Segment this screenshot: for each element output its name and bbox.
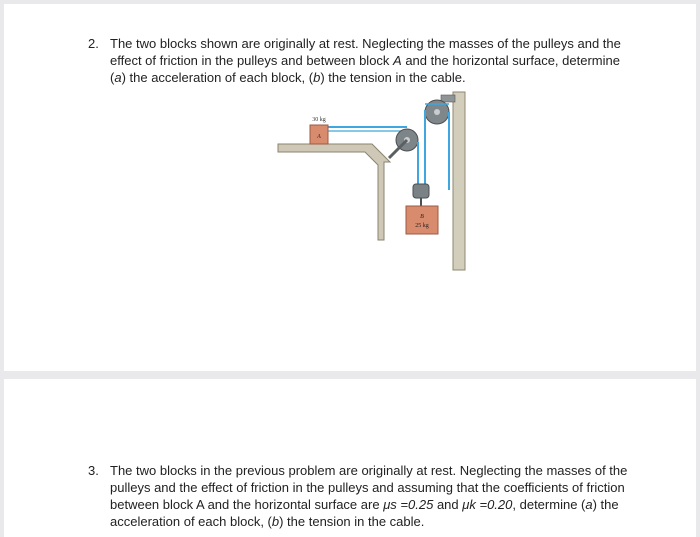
block-a-mass: 30 kg — [312, 117, 326, 123]
problem-2-card — [4, 4, 696, 371]
problem-2 — [88, 35, 628, 86]
problem-3-number: 3. — [88, 463, 99, 478]
block-b-label: B — [420, 214, 424, 220]
block-b — [406, 206, 438, 234]
problem-3-card — [4, 379, 696, 537]
problem-3 — [88, 462, 628, 530]
block-b-mass: 25 kg — [415, 223, 429, 229]
pulley-bracket — [441, 95, 455, 102]
problem-2-text: The two blocks shown are originally at rest. Neglecting the masses of the pulleys and the effect of friction in the pulleys and between block A and the horizontal surface, determine (a) the acceleration of each block, (b) the tension in the cable. — [110, 36, 621, 85]
horizontal-surface — [278, 144, 390, 240]
block-b-pulley — [413, 184, 429, 198]
block-a-label: A — [317, 134, 321, 140]
problem-3-text: The two blocks in the previous problem are originally at rest. Neglecting the masses of the pulleys and the effect of friction in the pulleys and assuming that the coefficients of friction between block A and the horizontal surface are μs =0.25 and μk =0.20, determine (a) the acceleration of each block, (b) the tension in the cable. — [110, 463, 628, 529]
pulley-diagram — [272, 90, 472, 275]
wall-support — [453, 92, 465, 270]
problem-2-number: 2. — [88, 36, 99, 51]
